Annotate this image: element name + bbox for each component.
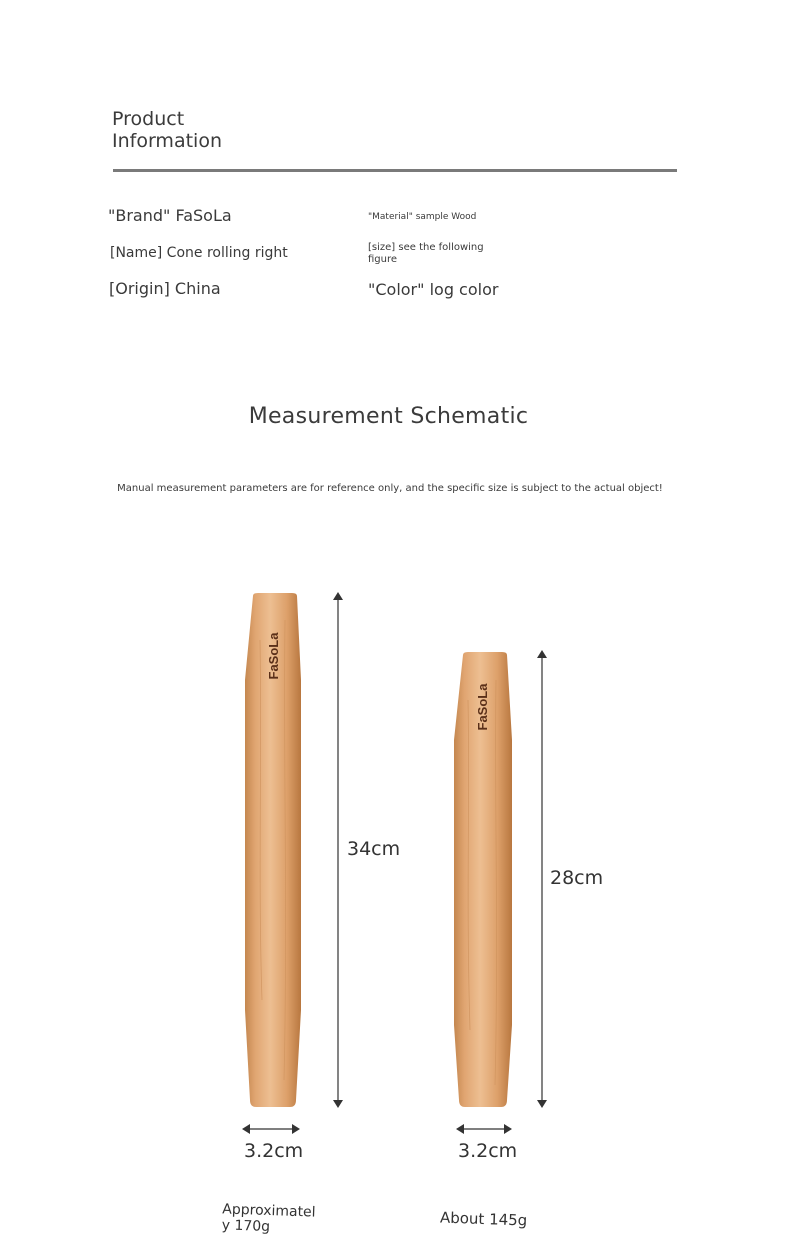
- material-spec: "Material" sample Wood: [368, 212, 477, 222]
- rolling-pin-2: [454, 652, 512, 1107]
- name-spec: [Name] Cone rolling right: [110, 245, 288, 261]
- weight-label-1: Approximately 170g: [221, 1201, 316, 1236]
- measurement-schematic-title: Measurement Schematic: [248, 404, 529, 429]
- rolling-pin-2-logo: FaSoLa: [475, 683, 490, 731]
- diameter-label-2: 3.2cm: [458, 1140, 518, 1162]
- brand-spec: "Brand" FaSoLa: [108, 206, 232, 225]
- measurement-disclaimer: Manual measurement parameters are for reference only, and the specific size is subject to the actual object!: [117, 483, 663, 494]
- rolling-pin-1-logo: FaSoLa: [266, 632, 281, 680]
- diameter-label-1: 3.2cm: [244, 1140, 304, 1162]
- color-spec: "Color" log color: [368, 280, 499, 299]
- length-label-1: 34cm: [347, 838, 401, 860]
- origin-spec: [Origin] China: [109, 279, 221, 298]
- size-spec: [size] see the following figure: [368, 242, 484, 265]
- length-label-2: 28cm: [550, 867, 604, 889]
- rolling-pin-1: [245, 593, 301, 1107]
- weight-label-2: About 145g: [439, 1208, 528, 1230]
- product-information-title: Product Information: [112, 108, 222, 152]
